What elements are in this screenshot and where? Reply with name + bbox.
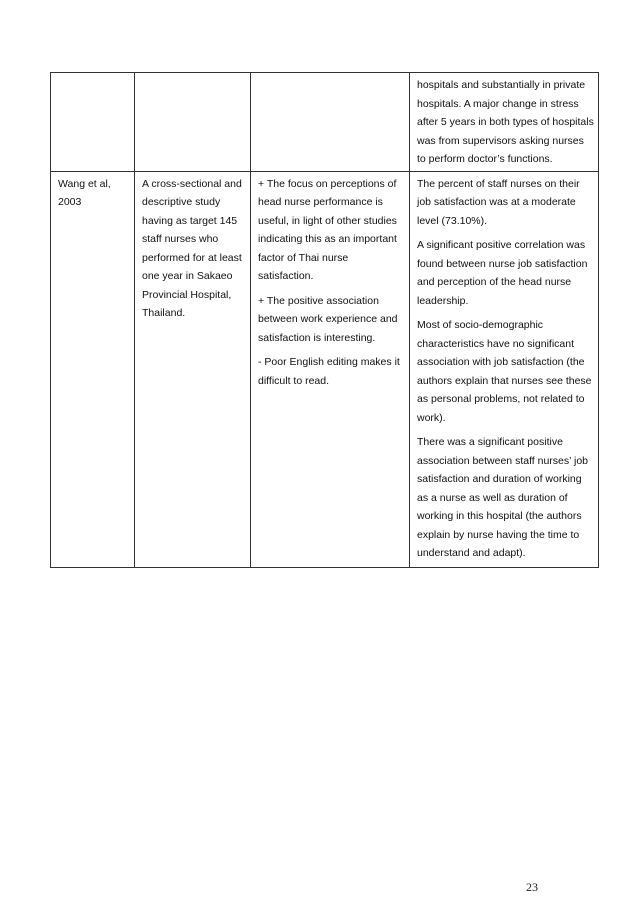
page-number: 23 <box>526 880 538 894</box>
table-row-wang-2003 <box>51 171 599 567</box>
table-row-continued <box>51 73 599 172</box>
findings-continued-text: hospitals and substantially in private hospitals. A major change in stress after 5 years in both types of hospitals was from supervisors asking nurses to perform doctor’s functions. <box>417 79 594 165</box>
cell-comments-continued <box>251 73 410 172</box>
comment-focus: + The focus on perceptions of head nurse performance is useful, in light of other studies indicating this as an important factor of Thai nurse satisfaction. <box>258 177 397 282</box>
cell-author-continued <box>51 73 135 172</box>
finding-leadership-correlation: A significant positive correlation was found between nurse job satisfaction and perception of the head nurse leadership. <box>417 239 588 307</box>
comment-poor-editing: - Poor English editing makes it difficult to read. <box>258 356 400 387</box>
cell-findings-continued <box>410 73 599 172</box>
author-text: Wang et al, 2003 <box>58 177 111 208</box>
finding-satisfaction-level: The percent of staff nurses on their job satisfaction was at a moderate level (73.10%). <box>417 177 580 227</box>
cell-author <box>51 171 135 567</box>
comment-positive-association: + The positive association between work experience and satisfaction is interesting. <box>258 294 398 344</box>
finding-sociodemographic: Most of socio-demographic characteristics have no significant association with job satisfaction (the authors explain that nurses see these as personal problems, not related to work). <box>417 319 592 424</box>
cell-findings <box>410 171 599 567</box>
finding-duration-association: There was a significant positive association between staff nurses’ job satisfaction and duration of working as a nurse as well as duration of working in this hospital (the authors explain by nurse having the time to understand and adapt). <box>417 436 589 559</box>
cell-design-continued <box>135 73 251 172</box>
cell-design <box>135 171 251 567</box>
cell-comments <box>251 171 410 567</box>
literature-review-table <box>50 72 599 568</box>
design-text: A cross-sectional and descriptive study having as target 145 staff nurses who performed for at least one year in Sakaeo Provincial Hospital, Thailand. <box>142 177 242 319</box>
